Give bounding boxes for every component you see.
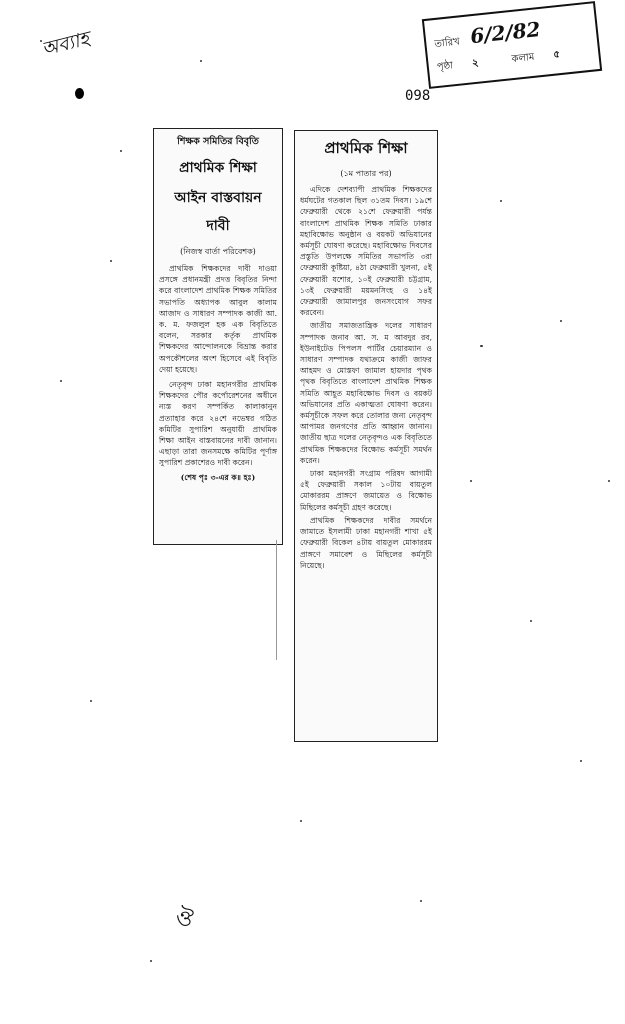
scan-speck [580,760,582,762]
clipping-paragraph: প্রাথমিক শিক্ষকদের দাবী দাওয়া প্রসঙ্গে প্রধানমন্ত্রী প্রদত্ত বিবৃতির নিন্দা করে বাংলাদেশ প্রাথমিক শিক্ষক সমিতির সভাপতি অধ্যাপক আবুল কালাম আজাদ ও সাধারণ সম্পাদক কাজী আ. ক. ম. ফজলুল হক এক বিবৃতিতে বলেন, সরকার কর্তৃক প্রাথমিক শিক্ষকদের আন্দোলনকে বিভ্রান্ত করার অপকৌশলের অংশ হিসেবে এই বিবৃতি দেয়া হয়েছে। [159,264,277,374]
stamp-page-value: ২ [471,57,480,70]
clipping-paragraph: প্রাথমিক শিক্ষকদের দাবীর সমর্থনে জামাতে ইসলামী ঢাকা মহানগরী শাখা ৫ই ফেব্রুয়ারী বিকেল ৪টায় বায়তুল মোকাররম প্রাঙ্গণে সমাবেশ ও মিছিলের কর্মসূচী নিয়েছে। [300,515,432,570]
stamp-page-label: পৃষ্ঠা [436,60,454,73]
clipping-continued-from: (১ম পাতার পর) [340,169,392,178]
stamp-column-label: কলাম [511,51,535,66]
clipping-headline-line1: প্রাথমিক শিক্ষা [179,160,257,176]
stamp-date-value: 6/2/82 [469,17,542,49]
scan-speck [60,380,62,382]
clipping-paragraph: এদিকে দেশব্যাপী প্রাথমিক শিক্ষকদের ধর্মঘটের গতকাল ছিল ৩১তম দিবস। ১৯শে ফেব্রুয়ারী থেকে ২১শে ফেব্রুয়ারী পর্যন্ত বাংলাদেশ প্রাথমিক শিক্ষক সমিতি ঢাকার মহাবিক্ষোভ অনুষ্ঠান ও বয়কট অভিযানের কর্মসূচী ঘোষণা করেছে। মহাবিক্ষোভ দিবসের প্রস্তুতি উপলক্ষে সমিতির সভাপতি ৩রা ফেব্রুয়ারী কুষ্টিয়া, ৪ঠা ফেব্রুয়ারী খুলনা, ৫ই ফেব্রুয়ারী যশোর, ১০ই ফেব্রুয়ারী চট্টগ্রাম, ১৩ই ফেব্রুয়ারী ময়মনসিংহ ও ১৪ই ফেব্রুয়ারী জামালপুর জনসংযোগ সফর করবেন। [300,185,432,318]
fold-line [276,540,277,660]
bottom-scribble: ঔ [176,907,195,932]
clipping-headline-line2: আইন বাস্তবায়ন [174,190,262,206]
clipping-headline-line3: দাবী [206,218,230,234]
scan-speck [530,620,532,622]
handwritten-note: অব্যাহ [39,27,92,61]
clipping-kicker: শিক্ষক সমিতির বিবৃতি [177,136,259,147]
scan-speck [90,700,92,702]
stamp-date-label: তারিখ [433,36,461,51]
scan-speck [420,900,422,902]
clipping-paragraph: ঢাকা মহানগরী সংগ্রাম পরিষদ আগামী ৫ই ফেব্রুয়ারী সকাল ১০টায় বায়তুল মোকাররম প্রাঙ্গণে জমায়েত ও বিক্ষোভ মিছিলের কর্মসূচী গ্রহণ করেছে। [300,469,432,512]
scan-speck [75,88,84,99]
clipping-paragraph: নেতৃবৃন্দ ঢাকা মহানগরীর প্রাথমিক শিক্ষকদের পৌর কর্পোরেশনের অধীনে ন্যস্ত করণ সম্পর্কিত কালাকানুন প্রত্যাহার করে ২৪শে নভেম্বর গঠিত কমিটির সুপারিশ অনুযায়ী প্রাথমিক শিক্ষা আইন বাস্তবায়নের দাবী জানান। এছাড়া তারা জনসমক্ষে কমিটির পূর্ণাঙ্গ সুপারিশ প্রকাশেরও দাবী করেন। [159,380,277,468]
scan-speck [500,200,502,202]
scan-speck [110,260,112,262]
news-clipping-right [294,130,438,742]
scan-speck [470,480,472,482]
scan-speck [608,480,610,482]
stamp-column-value: ৫ [552,49,561,61]
clipping-continued-note: (শেষ পৃঃ ৩-এর ক॥ হঃ) [180,472,256,482]
scan-speck [200,60,202,62]
clipping-dateline: (নিজস্ব বার্তা পরিবেশক) [180,247,256,256]
scan-speck [560,320,562,322]
scan-speck [300,820,302,822]
page-number: 098 [405,88,431,104]
clipping-headline: প্রাথমিক শিক্ষা [324,139,408,157]
scan-speck [480,345,483,347]
scan-speck [120,150,122,152]
scan-speck [150,960,152,962]
clipping-paragraph: জাতীয় সমাজতান্ত্রিক দলের সাধারণ সম্পাদক জনাব আ. স. ম আবদুর রব, ইউনাইটেড পিপলস পার্টির চেয়ারম্যান ও সাধারণ সম্পাদক যথাক্রমে কাজী জাফর আহমদ ও মোস্তফা জামাল হায়দার পৃথক পৃথক বিবৃতিতে বাংলাদেশ প্রাথমিক শিক্ষক সমিতি আহূত মহাবিক্ষোভ দিবস ও বয়কট অভিযানের প্রতি একাত্মতা ঘোষণা করেন। কর্মসূচীকে সফল করে তোলার জন্য নেতৃবৃন্দ আপামর জনগণের প্রতি আহ্বান জানান। জাতীয় ছাত্র দলের নেতৃবৃন্দও এক বিবৃতিতে প্রাথমিক শিক্ষকদের বিক্ষোভ কর্মসূচী সমর্থন করেন। [300,321,432,465]
date-stamp [422,1,602,89]
news-clipping-left [153,128,283,545]
